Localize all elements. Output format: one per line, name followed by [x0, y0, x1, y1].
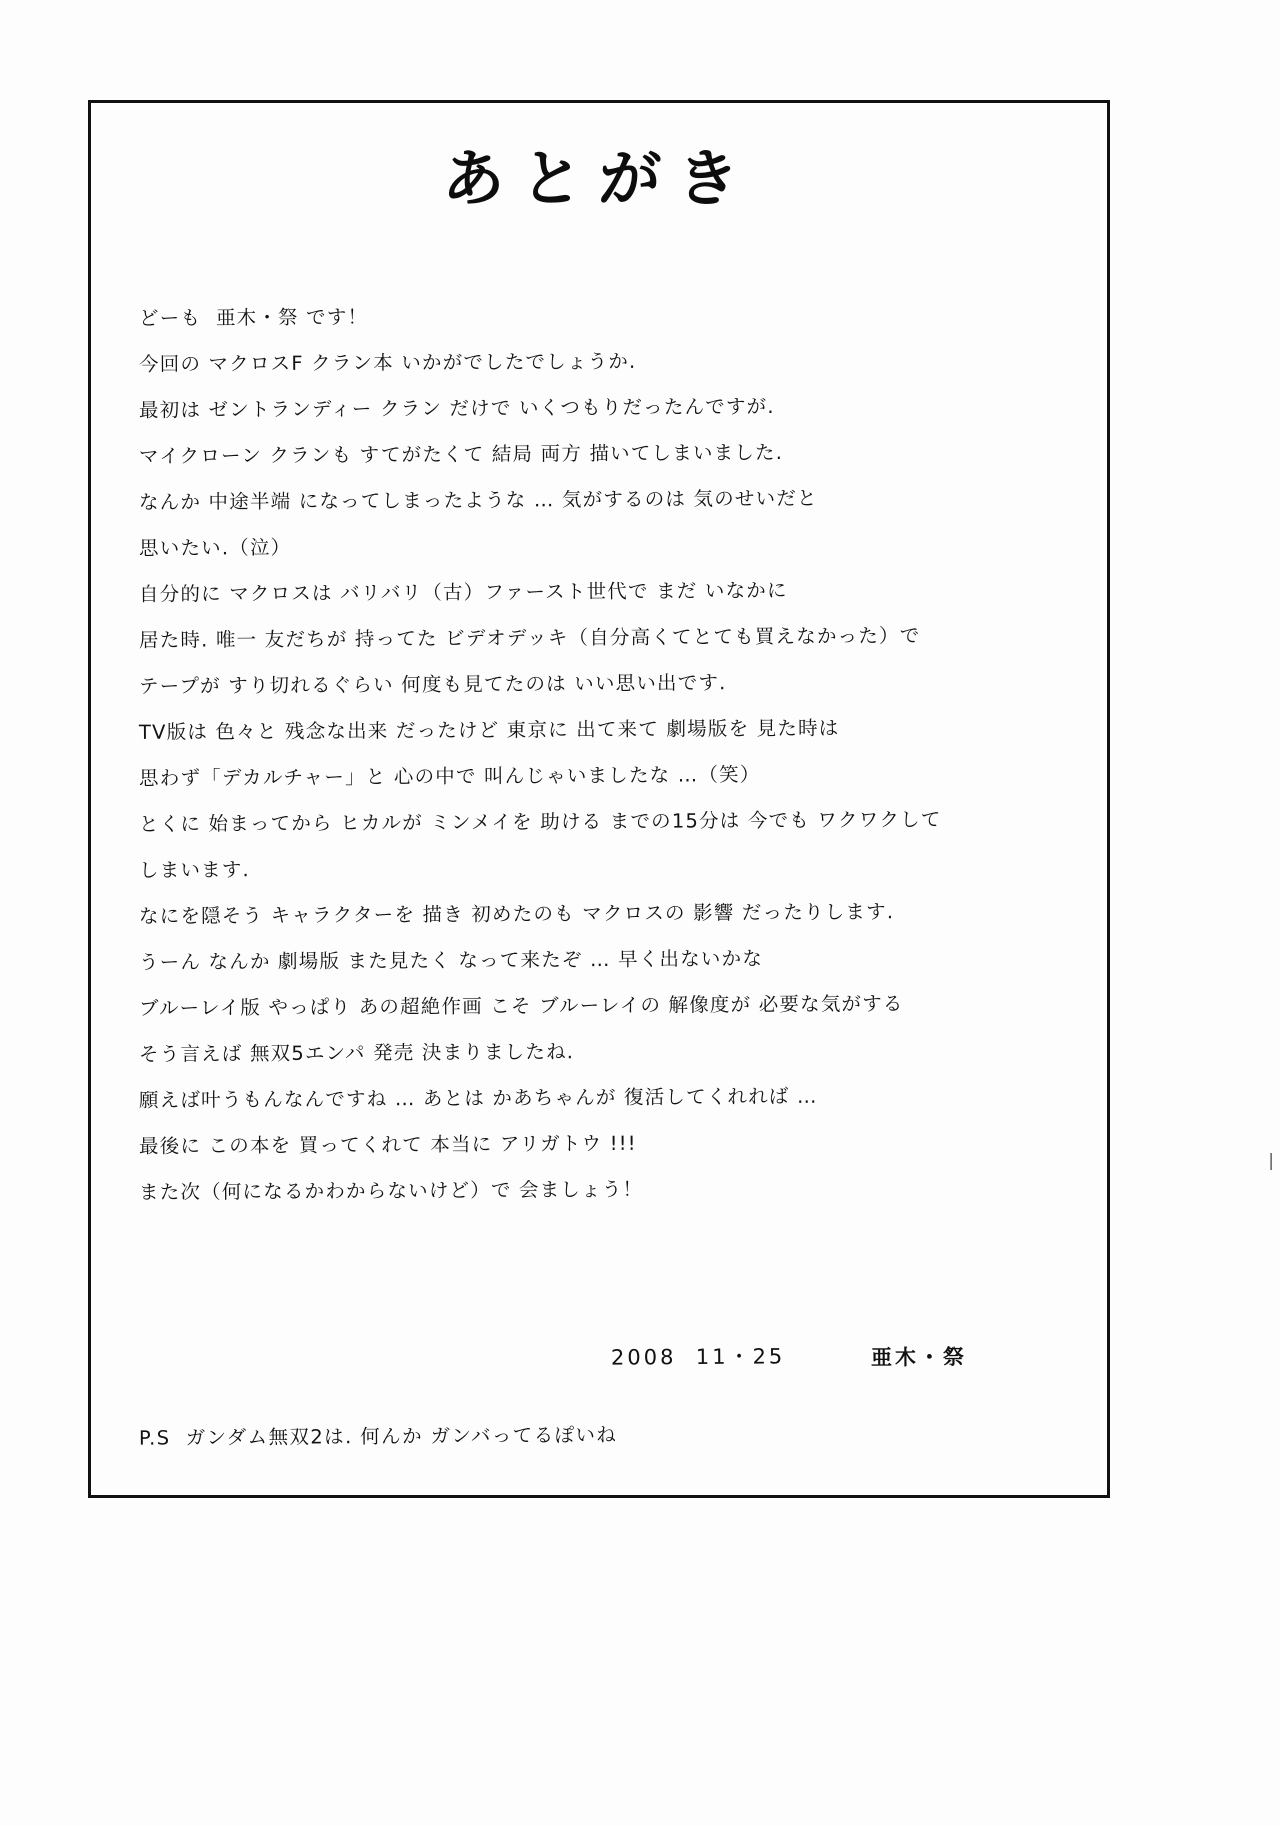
postscript: P.S ガンダム無双2は. 何んか ガンバってるぽいね: [138, 1423, 618, 1450]
body-line: どーも 亜木・祭 です！: [138, 305, 369, 330]
body-line: 自分的に マクロスは バリバリ（古）ファースト世代で まだ いなかに: [138, 578, 788, 606]
signature-row: [139, 1341, 1059, 1371]
body-line: 今回の マクロスF クラン本 いかがでしたでしょうか.: [138, 349, 637, 376]
body-line: テープが すり切れるぐらい 何度も見てたのは いい思い出です.: [138, 671, 727, 698]
page-title: あとがき: [440, 142, 757, 215]
body-line: 最初は ゼントランディー クラン だけで いくつもりだったんですが.: [138, 394, 775, 422]
body-line: TV版は 色々と 残念な出来 だったけど 東京に 出て来て 劇場版を 見た時は: [138, 716, 840, 744]
body-line: うーん なんか 劇場版 また見たく なって来たぞ … 早く出ないかな: [138, 947, 764, 974]
body-line: しまいます.: [138, 858, 250, 882]
body-line: ブルーレイ版 やっぱり あの超絶作画 こそ ブルーレイの 解像度が 必要な気がする: [138, 992, 904, 1020]
body-line: マイクローン クランも すてがたくて 結局 両方 描いてしまいました.: [138, 440, 784, 468]
body-line: また次（何になるかわからないけど）で 会ましょう！: [138, 1177, 644, 1204]
body-line: 思いたい.（泣）: [138, 535, 292, 560]
body-line: そう言えば 無双5エンパ 発売 決まりましたね.: [138, 1040, 575, 1066]
page-edge-mark: |: [1268, 1151, 1274, 1171]
afterword-frame: [88, 100, 1110, 1498]
signature-date: 2008 11・25: [610, 1344, 786, 1370]
body-line: 最後に この本を 買ってくれて 本当に アリガトウ !!!: [138, 1131, 637, 1158]
body-line: 願えば叶うもんなんですね … あとは かあちゃんが 復活してくれれば …: [138, 1084, 818, 1112]
body-line: とくに 始まってから ヒカルが ミンメイを 助ける までの15分は 今でも ワクワクして: [138, 807, 942, 836]
body-line: なにを隠そう キャラクターを 描き 初めたのも マクロスの 影響 だったりします.: [138, 900, 895, 928]
afterword-body: [139, 293, 1071, 1213]
frame-inner: [91, 103, 1107, 1495]
body-line: 思わず「デカルチャー」と 心の中で 叫んじゃいましたな …（笑）: [138, 763, 761, 790]
signature-name: 亜木・祭: [870, 1344, 968, 1370]
body-line: 居た時. 唯一 友だちが 持ってた ビデオデッキ（自分高くてとても買えなかった）で: [138, 624, 921, 652]
body-line: なんか 中途半端 になってしまったような … 気がするのは 気のせいだと: [138, 486, 818, 514]
